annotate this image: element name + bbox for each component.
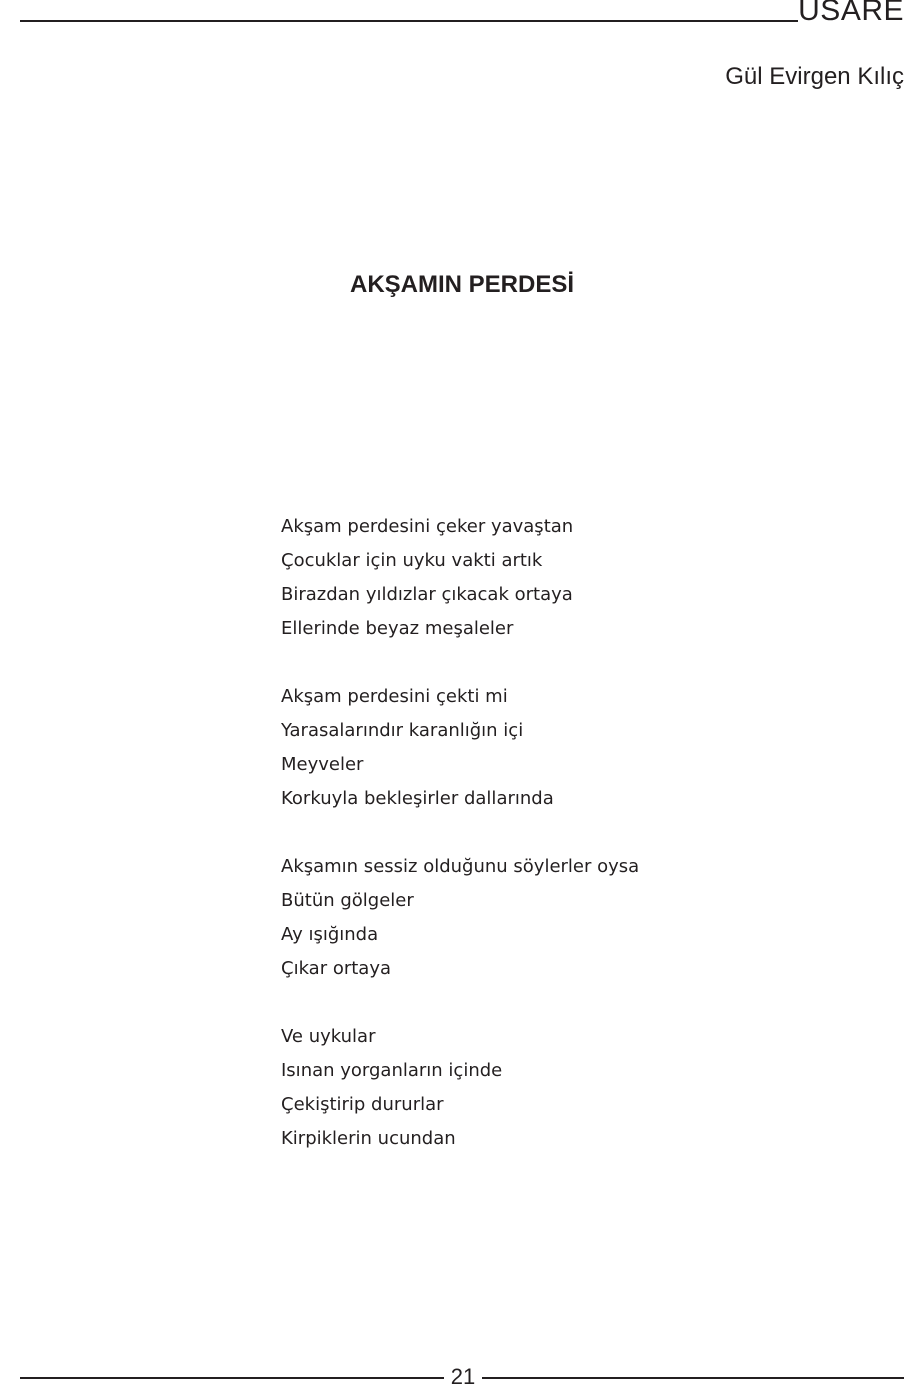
page-number: 21	[450, 1364, 476, 1389]
poem-line: Birazdan yıldızlar çıkacak ortaya	[281, 584, 573, 605]
poem-line: Isınan yorganların içinde	[281, 1060, 503, 1081]
poem-line: Çocuklar için uyku vakti artık	[281, 550, 543, 571]
poem-title: AKŞAMIN PERDESİ	[349, 271, 575, 298]
poem-line: Çekiştirip dururlar	[281, 1094, 444, 1115]
footer-rule-left	[20, 1377, 444, 1379]
poem-line: Ellerinde beyaz meşaleler	[281, 618, 514, 639]
header-rule	[20, 20, 798, 22]
poem-body	[281, 510, 841, 1190]
poem-line: Kirpiklerin ucundan	[281, 1128, 456, 1149]
poem-line: Akşam perdesini çekti mi	[281, 686, 508, 707]
poem-line: Çıkar ortaya	[281, 958, 392, 979]
journal-name: USARE	[798, 0, 904, 27]
poem-line: Meyveler	[281, 754, 364, 775]
stanza-4	[281, 1020, 841, 1156]
stanza-1	[281, 510, 841, 646]
poem-line: Bütün gölgeler	[281, 890, 414, 911]
poem-line: Akşam perdesini çeker yavaştan	[281, 516, 574, 537]
poem-line: Korkuyla bekleşirler dallarında	[281, 788, 554, 809]
footer-rule-right	[482, 1377, 904, 1379]
stanza-2	[281, 680, 841, 816]
author-name: Gül Evirgen Kılıç	[725, 63, 904, 90]
stanza-3	[281, 850, 841, 986]
poem-line: Ay ışığında	[281, 924, 379, 945]
poem-line: Ve uykular	[281, 1026, 376, 1047]
poem-line: Akşamın sessiz olduğunu söylerler oysa	[281, 856, 640, 877]
poem-line: Yarasalarındır karanlığın içi	[281, 720, 524, 741]
